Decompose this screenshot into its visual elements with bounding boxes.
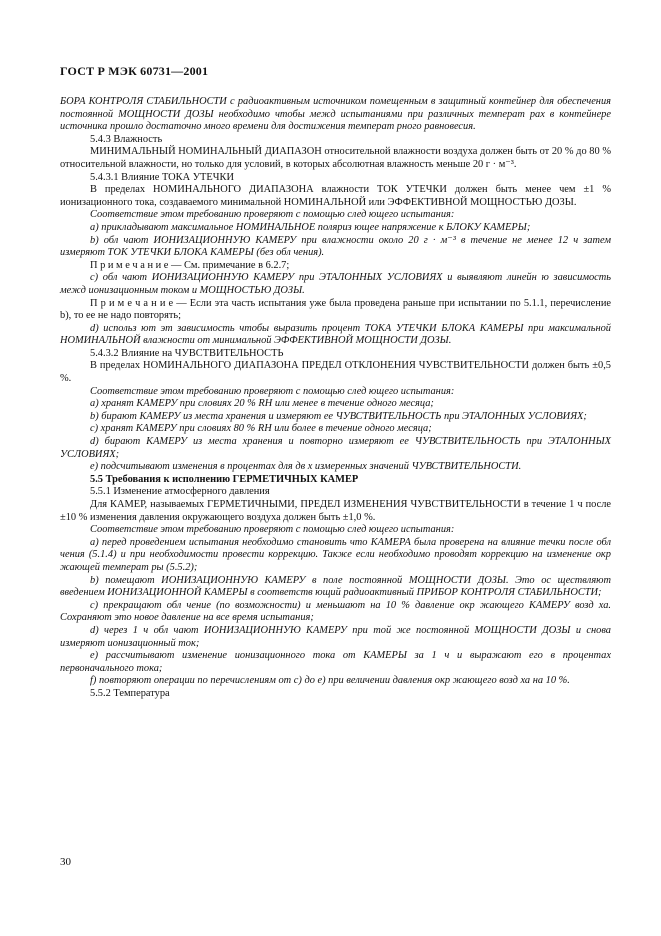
paragraph: е) подсчитывают изменения в процентах для дв х измеренных значений ЧУВСТВИТЕЛЬНОСТИ.	[90, 461, 522, 473]
paragraph: 5.5 Требования к исполнению ГЕРМЕТИЧНЫХ КАМЕР	[90, 473, 359, 485]
paragraph: 5.5.1 Изменение атмосферного давления	[90, 486, 270, 498]
document-header: ГОСТ Р МЭК 60731—2001	[60, 64, 209, 78]
paragraph: с) прекращают обл чение (по возможности) и меньшают на 10 % давление окр жающего КАМЕРУ возд ха. Сохраняют это новое давление на все время испытания;	[60, 599, 611, 624]
paragraph: b) бирают КАМЕРУ из места хранения и измеряют ее ЧУВСТВИТЕЛЬНОСТЬ при ЭТАЛОННЫХ УСЛОВИЯХ;	[90, 410, 587, 422]
paragraph: Для КАМЕР, называемых ГЕРМЕТИЧНЫМИ, ПРЕДЕЛ ИЗМЕНЕНИЯ ЧУВСТВИТЕЛЬНОСТИ в течение 1 ч после ±10 % изменения давления окружающего воздуха должен быть ±1,0 %.	[60, 499, 611, 523]
paragraph: 5.4.3 Влажность	[90, 133, 163, 145]
paragraph: d) использ ют эт зависимость чтобы выразить процент ТОКА УТЕЧКИ БЛОКА КАМЕРЫ при максимальной НОМИНАЛЬНОЙ влажности от минимальной ЭФФЕКТИВНОЙ МОЩНОСТИ ДОЗЫ.	[60, 322, 611, 347]
paragraph: БОРА КОНТРОЛЯ СТАБИЛЬНОСТИ с радиоактивным источником помещенным в защитный контейнер для обеспечения постоянной МОЩНОСТИ ДОЗЫ необходимо чтобы межд испытаниями при различных температ рах в контейнере источника прошло достаточно много времени для достижения температ рного равновесия.	[60, 96, 611, 133]
paragraph: f) повторяют операции по перечислениям от с) до е) при величении давления окр жающего возд ха на 10 %.	[90, 675, 570, 687]
paragraph: 5.4.3.1 Влияние ТОКА УТЕЧКИ	[90, 171, 234, 183]
document-body	[60, 96, 611, 701]
paragraph: МИНИМАЛЬНЫЙ НОМИНАЛЬНЫЙ ДИАПАЗОН относительной влажности воздуха должен быть от 20 % до 80 % относительной влажности, но только для условий, в которых абсолютная влажность меньше 20 г · м⁻³.	[60, 146, 611, 170]
paragraph: а) хранят КАМЕРУ при словиях 20 % RH или менее в течение одного месяца;	[90, 398, 434, 410]
paragraph: е) рассчитывают изменение ионизационного тока от КАМЕРЫ за 1 ч и выражают его в процентах первоначального тока;	[60, 650, 611, 674]
paragraph: с) хранят КАМЕРУ при словиях 80 % RH или более в течение одного месяца;	[90, 423, 432, 435]
paragraph: b) обл чают ИОНИЗАЦИОННУЮ КАМЕРУ при влажности около 20 г · м⁻³ в течение не менее 12 ч затем измеряют ТОК УТЕЧКИ БЛОКА КАМЕРЫ (без обл чения).	[60, 234, 611, 259]
paragraph: 5.5.2 Температура	[90, 687, 170, 699]
paragraph: d) через 1 ч обл чают ИОНИЗАЦИОННУЮ КАМЕРУ при той же постоянной МОЩНОСТИ ДОЗЫ и снова измеряют ионизационный ток;	[60, 624, 611, 649]
paragraph: 5.4.3.2 Влияние на ЧУВСТВИТЕЛЬНОСТЬ	[90, 347, 284, 359]
paragraph: d) бирают КАМЕРУ из места хранения и повторно измеряют ее ЧУВСТВИТЕЛЬНОСТЬ при ЭТАЛОННЫХ УСЛОВИЯХ;	[60, 436, 611, 460]
paragraph: а) перед проведением испытания необходимо становить что КАМЕРА была проверена на влияние течки после обл чения (5.1.4) и при необходимости провести коррекцию. Также если необходимо проводят коррекцию на изменение окр жающей температ ры (5.5.2);	[60, 536, 611, 573]
paragraph: b) помещают ИОНИЗАЦИОННУЮ КАМЕРУ в поле постоянной МОЩНОСТИ ДОЗЫ. Это ос ществляют введением ИОНИЗАЦИОННОЙ КАМЕРЫ в соответств ющий радиоактивный ПРИБОР КОНТРОЛЯ СТАБИЛЬНОСТИ;	[60, 574, 611, 599]
paragraph: а) прикладывают максимальное НОМИНАЛЬНОЕ поляриз ющее напряжение к БЛОКУ КАМЕРЫ;	[90, 221, 531, 233]
paragraph: Соответствие этом требованию проверяют с помощью след ющего испытания:	[90, 209, 455, 221]
paragraph: Соответствие этом требованию проверяют с помощью след ющего испытания:	[90, 385, 455, 397]
paragraph: В пределах НОМИНАЛЬНОГО ДИАПАЗОНА влажности ТОК УТЕЧКИ должен быть менее чем ±1 % ионизационного тока, создаваемого минимальной НОМИНАЛЬНОЙ или ЭФФЕКТИВНОЙ МОЩНОСТЬЮ ДОЗЫ.	[60, 184, 611, 208]
paragraph: Соответствие этом требованию проверяют с помощью след ющего испытания:	[90, 524, 455, 536]
paragraph: В пределах НОМИНАЛЬНОГО ДИАПАЗОНА ПРЕДЕЛ ОТКЛОНЕНИЯ ЧУВСТВИТЕЛЬНОСТИ должен быть ±0,5 %.	[60, 360, 611, 385]
page-number: 30	[60, 856, 71, 868]
paragraph: П р и м е ч а н и е — Если эта часть испытания уже была проведена раньше при испытании по 5.1.1, перечисление b), то ее не надо повторять;	[60, 297, 611, 322]
paragraph: П р и м е ч а н и е — См. примечание в 6.2.7;	[90, 259, 290, 271]
paragraph: с) обл чают ИОНИЗАЦИОННУЮ КАМЕРУ при ЭТАЛОННЫХ УСЛОВИЯХ и выявляют линейн ю зависимость межд ионизационным током и МОЩНОСТЬЮ ДОЗЫ.	[60, 272, 611, 296]
